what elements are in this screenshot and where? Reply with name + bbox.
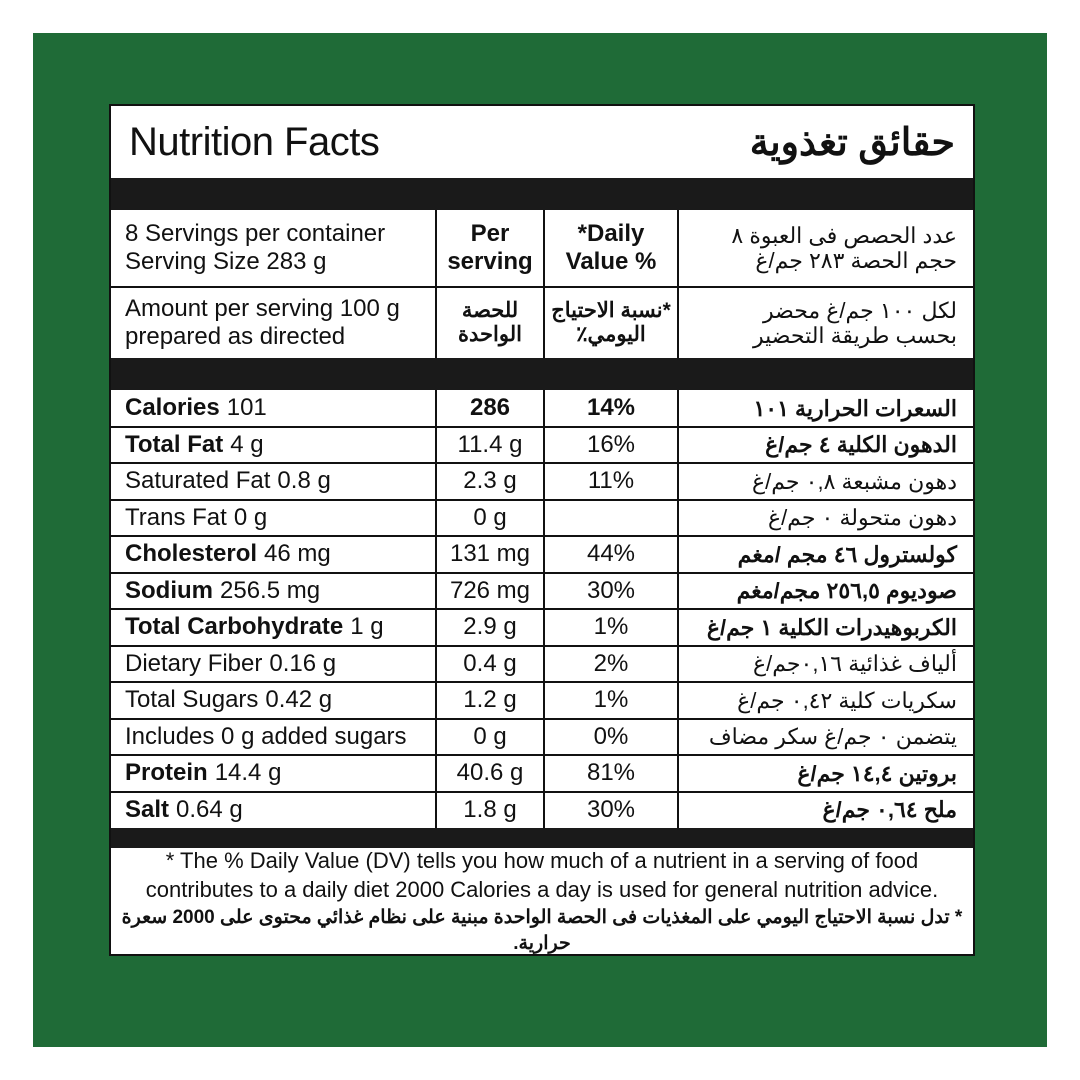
per-serving-value: 40.6 g: [456, 759, 524, 787]
nutrient-name: Includes 0 g added sugars: [125, 722, 407, 750]
column-line-2-header: [543, 210, 545, 358]
nutrient-amount: 4 g: [230, 430, 264, 458]
nutrient-amount: 256.5 mg: [220, 576, 321, 604]
daily-value-header-line1: *Daily: [577, 220, 645, 248]
per-serving-value: 286: [469, 394, 511, 422]
nutrient-name-cell: [111, 792, 435, 829]
nutrient-name: Total Carbohydrate: [125, 613, 344, 641]
nutrition-label: [109, 104, 975, 956]
daily-value-percent: 14%: [586, 394, 636, 422]
servings-per-container-ar: عدد الحصص فى العبوة ٨: [731, 222, 957, 248]
row-divider: [111, 462, 973, 464]
column-line-3-header: [677, 210, 679, 358]
daily-value-percent: [545, 500, 677, 537]
nutrient-name-cell: [111, 390, 435, 427]
per-serving-header-line2: serving: [447, 248, 533, 275]
nutrient-name-cell: [111, 573, 435, 610]
nutrient-name: Saturated Fat: [125, 467, 271, 495]
nutrient-name: Calories: [125, 394, 220, 422]
nutrient-name-ar: كولسترول ٤٦ مجم /مغم: [737, 541, 957, 567]
daily-value-percent: 81%: [586, 759, 636, 787]
per-serving-header-ar-line1: للحصة: [461, 298, 519, 322]
nutrient-name-ar: سكريات كلية ٠,٤٢ جم/غ: [737, 687, 957, 713]
per-serving-value: 1.2 g: [463, 686, 517, 714]
nutrient-amount: 1 g: [350, 613, 384, 641]
row-divider: [111, 718, 973, 720]
nutrient-name-cell: [111, 609, 435, 646]
nutrient-name: Cholesterol: [125, 540, 258, 568]
nutrient-name-cell: [111, 682, 435, 719]
nutrient-amount: 101: [226, 394, 267, 422]
nutrient-name-cell: [111, 646, 435, 683]
nutrient-amount: 0 g: [233, 503, 268, 531]
nutrient-amount: 46 mg: [264, 540, 331, 568]
column-line-2-body: [543, 390, 545, 828]
nutrient-name-ar: ملح ٠,٦٤ جم/غ: [822, 797, 957, 823]
daily-value-percent: 30%: [586, 795, 636, 823]
serving-size: Serving Size 283 g: [125, 248, 327, 275]
daily-value-percent: 44%: [586, 540, 636, 568]
per-serving-value: 0.4 g: [463, 649, 517, 677]
title-row: [111, 106, 973, 178]
prepared-as-directed-ar: بحسب طريقة التحضير: [753, 323, 957, 348]
footnote-en-line2: contributes to a daily diet 2000 Calories a day is used for general nutrition advice.: [145, 877, 939, 903]
amount-info-ar: [679, 288, 973, 358]
nutrient-name-ar: الكربوهيدرات الكلية ١ جم/غ: [706, 614, 957, 640]
nutrient-name-ar: ألياف غذائية ٠,١٦جم/غ: [753, 651, 957, 677]
amount-per-serving: Amount per serving 100 g: [125, 295, 400, 323]
servings-info-en: [111, 210, 435, 286]
per-serving-value: 2.9 g: [463, 613, 517, 641]
row-divider: [111, 608, 973, 610]
row-divider: [111, 754, 973, 756]
daily-value-header-line2: Value %: [565, 248, 657, 275]
daily-value-header-ar-line1: *نسبة الاحتياج: [551, 298, 671, 322]
row-divider: [111, 426, 973, 428]
daily-value-percent: 1%: [593, 686, 629, 714]
column-line-1-body: [435, 390, 437, 828]
nutrient-name-cell: [111, 719, 435, 756]
nutrient-name-cell: [111, 755, 435, 792]
separator-bar-top: [111, 178, 973, 210]
servings-per-container: 8 Servings per container: [125, 220, 386, 248]
per-serving-header-ar: [437, 288, 543, 358]
per-serving-value: 0 g: [473, 722, 507, 750]
separator-bar-middle: [111, 358, 973, 390]
nutrient-name: Salt: [125, 795, 170, 823]
daily-value-header-ar-line2: اليومي٪: [576, 323, 646, 346]
row-divider: [111, 499, 973, 501]
nutrient-name: Sodium: [125, 576, 213, 604]
title-english: Nutrition Facts: [129, 119, 380, 164]
per-serving-header-ar-line2: الواحدة: [458, 323, 522, 346]
daily-value-header-ar: [545, 288, 677, 358]
per-serving-value: 726 mg: [449, 576, 531, 604]
footnote-ar: * تدل نسبة الاحتياج اليومي على المغذيات فى الحصة الواحدة مبنية على نظام غذائي محتوى على 2000 سعرة حرارية.: [121, 907, 963, 954]
daily-value-percent: 30%: [586, 576, 636, 604]
footnote: [111, 848, 973, 954]
nutrient-name-cell: [111, 463, 435, 500]
nutrient-amount: 0.64 g: [176, 795, 243, 823]
per-serving-header-line1: Per: [470, 220, 510, 248]
daily-value-percent: 16%: [586, 430, 636, 458]
nutrient-name-cell: [111, 427, 435, 464]
nutrient-name-cell: [111, 536, 435, 573]
amount-per-serving-ar: لكل ١٠٠ جم/غ محضر: [762, 297, 957, 323]
nutrient-name: Trans Fat: [125, 503, 227, 531]
row-divider: [111, 572, 973, 574]
nutrient-name: Dietary Fiber: [125, 649, 263, 677]
per-serving-value: 2.3 g: [463, 467, 517, 495]
footnote-en-line1: * The % Daily Value (DV) tells you how much of a nutrient in a serving of food: [165, 847, 919, 873]
nutrient-amount: 14.4 g: [214, 759, 282, 787]
nutrient-name: Total Sugars: [125, 686, 259, 714]
per-serving-header: [437, 210, 543, 286]
row-divider: [111, 681, 973, 683]
nutrient-amount: 0.42 g: [265, 686, 333, 714]
column-line-1-header: [435, 210, 437, 358]
daily-value-percent: 2%: [593, 649, 629, 677]
title-arabic: حقائق تغذوية: [749, 121, 955, 164]
nutrient-name-ar: يتضمن ٠ جم/غ سكر مضاف: [708, 724, 957, 750]
daily-value-header: [545, 210, 677, 286]
daily-value-percent: 1%: [593, 613, 629, 641]
nutrient-name-ar: السعرات الحرارية ١٠١: [753, 395, 957, 421]
daily-value-percent: 11%: [587, 467, 635, 495]
nutrient-amount: 0.8 g: [277, 467, 331, 495]
daily-value-percent: 0%: [593, 722, 629, 750]
per-serving-value: 1.8 g: [463, 795, 517, 823]
nutrient-name: Total Fat: [125, 430, 224, 458]
column-line-3-body: [677, 390, 679, 828]
nutrient-name-ar: الدهون الكلية ٤ جم/غ: [765, 432, 957, 458]
row-divider: [111, 535, 973, 537]
nutrient-name-ar: صوديوم ٢٥٦,٥ مجم/مغم: [736, 578, 957, 604]
per-serving-value: 11.4 g: [457, 430, 523, 458]
amount-info-en: [111, 288, 435, 358]
per-serving-value: 131 mg: [449, 540, 531, 568]
servings-info-ar: [679, 210, 973, 286]
nutrient-name-ar: دهون مشبعة ٠,٨ جم/غ: [752, 468, 957, 494]
nutrient-name-ar: بروتين ١٤,٤ جم/غ: [797, 760, 957, 786]
nutrient-name-ar: دهون متحولة ٠ جم/غ: [767, 505, 957, 531]
nutrient-name: Protein: [125, 759, 208, 787]
serving-size-ar: حجم الحصة ٢٨٣ جم/غ: [755, 248, 957, 273]
prepared-as-directed: prepared as directed: [125, 323, 346, 350]
row-divider: [111, 791, 973, 793]
per-serving-value: 0 g: [473, 503, 507, 531]
nutrient-name-cell: [111, 500, 435, 537]
row-divider: [111, 645, 973, 647]
nutrient-amount: 0.16 g: [269, 649, 337, 677]
